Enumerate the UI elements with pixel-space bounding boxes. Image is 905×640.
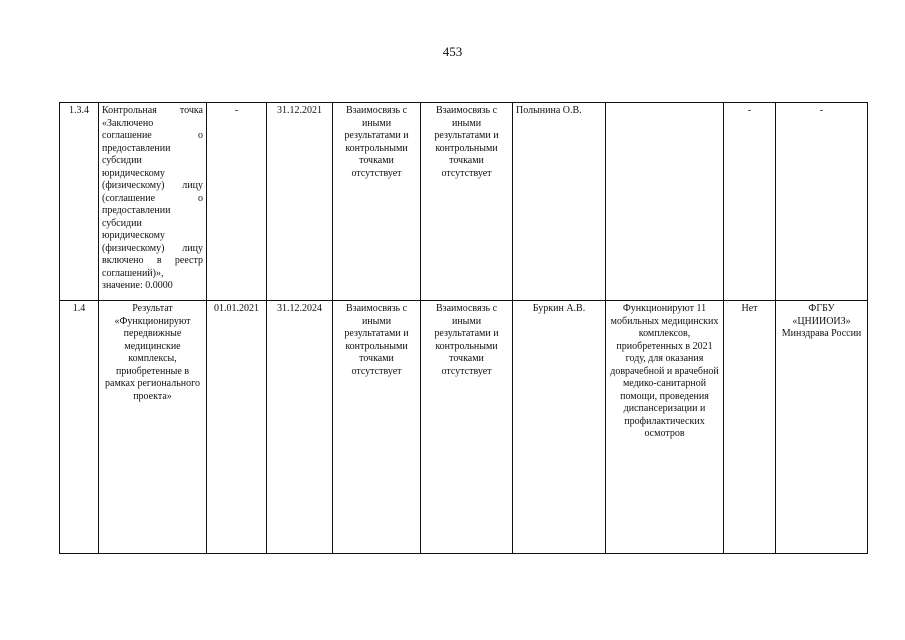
linked-items-out: Взаимосвязь с иными результатами и контрольными точками отсутствует xyxy=(421,103,513,301)
responsible-person: Буркин А.В. xyxy=(513,301,606,554)
end-date: 31.12.2024 xyxy=(267,301,333,554)
item-name: Результат «Функционируют передвижные медицинские комплексы, приобретенные в рамках регионального проекта» xyxy=(99,301,207,554)
page-number: 453 xyxy=(442,44,463,59)
linked-items-in: Взаимосвязь с иными результатами и контрольными точками отсутствует xyxy=(333,103,421,301)
linked-items-out: Взаимосвязь с иными результатами и контрольными точками отсутствует xyxy=(421,301,513,554)
table-row xyxy=(60,103,868,301)
document-table xyxy=(59,102,868,554)
responsible-person: Полынина О.В. xyxy=(513,103,606,301)
col10-value: - xyxy=(776,103,868,301)
col10-value: ФГБУ «ЦНИИОИЗ» Минздрава России xyxy=(776,301,868,554)
row-number: 1.4 xyxy=(60,301,99,554)
row-number: 1.3.4 xyxy=(60,103,99,301)
col9-value: Нет xyxy=(724,301,776,554)
start-date: - xyxy=(207,103,267,301)
col9-value: - xyxy=(724,103,776,301)
result-description: Функционируют 11 мобильных медицинских комплексов, приобретенных в 2021 году, для оказания доврачебной и врачебной медико-санитарной помощи, проведения диспансеризации и профилактических осмотров xyxy=(606,301,724,554)
item-name: Контрольная точка «Заключено соглашение о предоставлении субсидии юридическому (физическому) лицу (соглашение о предоставлении субсидии юридическому (физическому) лицу включено в реестр соглашений)», значение: 0.0000 xyxy=(99,103,207,301)
result-description xyxy=(606,103,724,301)
start-date: 01.01.2021 xyxy=(207,301,267,554)
linked-items-in: Взаимосвязь с иными результатами и контрольными точками отсутствует xyxy=(333,301,421,554)
end-date: 31.12.2021 xyxy=(267,103,333,301)
table-row xyxy=(60,301,868,554)
